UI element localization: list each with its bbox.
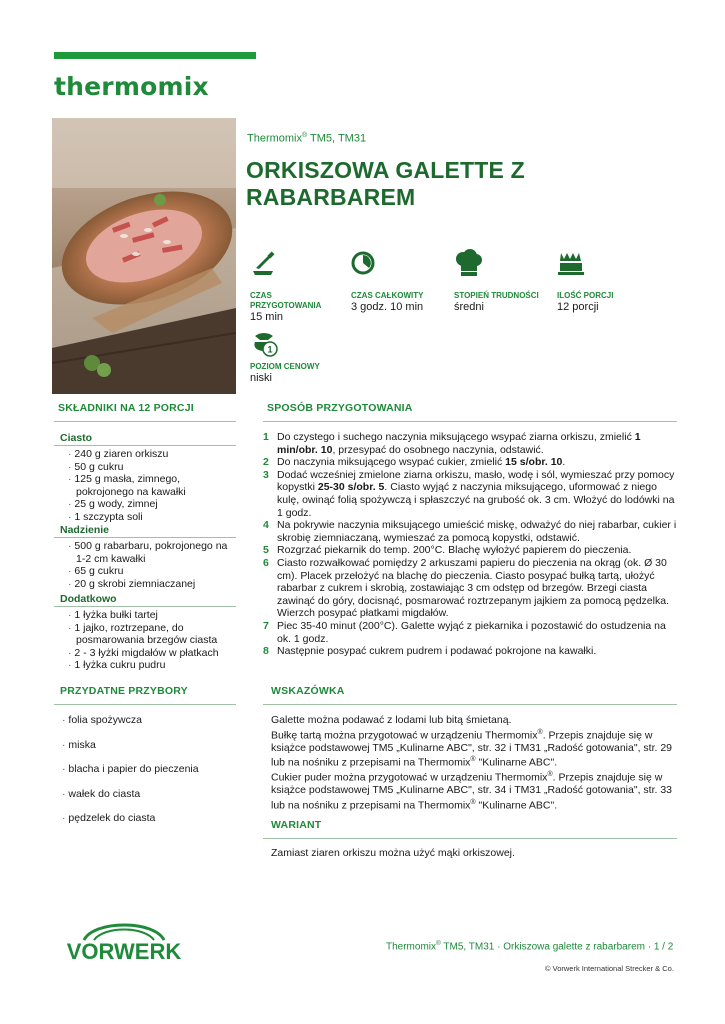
ingredient-item: · 20 g skrobi ziemniaczanej (68, 577, 196, 590)
chef-hat-icon (454, 249, 480, 277)
portions-icon (557, 249, 583, 277)
tip-text: Galette można podawać z lodami lub bitą śmietaną. Bułkę tartą można przygotować w urządzeniu Thermomix®. Przepis znajduje się w książce podstawowej TM5 „Kulinarne ABC", str. 32 i TM31 „Radość gotowania", str. 29 lub na nośniku z przepisami na Thermomix® "Kulinarne ABC". Cukier puder można przygotować w urządzeniu Thermomix®. Przepis znajduje się w książce podstawowej TM5 „Kulinarne ABC", str. 34 i TM31 „Radość gotowania", str. 33 lub na nośniku z przepisami na Thermomix® "Kulinarne ABC". (271, 714, 673, 812)
divider (263, 704, 677, 705)
method-heading: SPOSÓB PRZYGOTOWANIA (267, 402, 413, 414)
divider (54, 704, 236, 705)
tool-item: · folia spożywcza (62, 714, 142, 726)
vorwerk-logo (54, 916, 194, 975)
tool-item: · blacha i papier do pieczenia (62, 763, 199, 775)
method-section (263, 402, 677, 658)
tip-heading: WSKAZÓWKA (271, 685, 345, 697)
method-step: 6 Ciasto rozwałkować pomiędzy 2 arkuszami papieru do pieczenia na okrąg (ok. Ø 30 cm). Placek przełożyć na blachę do pieczenia. Ciasto posypać bułką tartą, ułożyć rabarbar z cukrem i skrobią, zostawiając 3 cm odstęp od brzegów. Brzegi ciasta zawinąć do góry, docisnąć, posmarować roztrzepanym jajkiem za pomocą pędzelka. Wierzch posypać płatkami migdałów. (263, 556, 669, 620)
ingredient-item: · 65 g cukru (68, 565, 124, 577)
method-step: 7 Piec 35-40 minut (200°C). Galette wyjąć z piekarnika i pozostawić do ostudzenia na ok. 1 godz. (263, 619, 666, 645)
method-step: 1 Do czystego i suchego naczynia miksującego wsypać ziarna orkiszu, zmielić 1 min/obr. 10, przesypać do osobnego naczynia, odstawić. (263, 431, 641, 456)
info-total-time: CZAS CAŁKOWITY 3 godz. 10 min (351, 249, 451, 314)
ingredient-item: · 1 szczypta soli (68, 510, 143, 523)
ingredient-item: · 1 jajko, roztrzepane, do posmarowania brzegów ciasta (68, 621, 218, 646)
ingredient-item: · 240 g ziaren orkiszu (68, 448, 169, 460)
variant-section (263, 819, 677, 860)
footer-text: Thermomix® TM5, TM31 · Orkiszowa galette z rabarbarem · 1 / 2 (386, 940, 674, 953)
svg-text:1: 1 (267, 344, 273, 355)
ingredient-item: · 125 g masła, zimnego, pokrojonego na kawałki (68, 473, 186, 498)
divider (54, 606, 236, 607)
tools-heading: PRZYDATNE PRZYBORY (60, 685, 188, 697)
divider (54, 537, 236, 538)
ingredient-group-title: Dodatkowo (60, 593, 117, 605)
ingredient-item: · 500 g rabarbaru, pokrojonego na 1-2 cm kawałki (68, 540, 228, 565)
tool-item: · pędzelek do ciasta (62, 812, 156, 824)
ingredients-section (54, 402, 236, 672)
recipe-subtitle: Thermomix® TM5, TM31 (247, 132, 367, 145)
ingredient-item: · 25 g wody, zimnej (68, 498, 158, 510)
top-accent-bar (54, 52, 256, 59)
ingredient-group-title: Nadzienie (60, 524, 110, 536)
method-step: 8 Następnie posypać cukrem pudrem i podawać pokrojone na kawałki. (263, 645, 597, 658)
price-pouch-icon (250, 330, 276, 358)
ingredient-item: · 2 - 3 łyżki migdałów w płatkach (68, 646, 219, 659)
tools-section (54, 685, 236, 837)
method-step: 2 Do naczynia miksującego wsypać cukier, zmielić 15 s/obr. 10. (263, 456, 566, 469)
recipe-photo (52, 118, 236, 394)
info-portions: ILOŚĆ PORCJI 12 porcji (557, 249, 657, 314)
tip-section (263, 685, 677, 812)
divider (54, 421, 236, 422)
thermomix-logo: thermomix (54, 72, 209, 101)
method-step: 4 Na pokrywie naczynia miksującego umieścić miskę, odważyć do niej rabarbar, cukier i skrobię ziemniaczaną, wymieszać za pomocą kopystki, odstawić. (263, 519, 677, 544)
variant-text: Zamiast ziaren orkiszu można użyć mąki orkiszowej. (271, 847, 515, 859)
copyright: © Vorwerk International Strecker & Co. (545, 964, 674, 973)
ingredient-item: · 50 g cukru (68, 460, 124, 473)
divider (54, 445, 236, 446)
ingredient-item: · 1 łyżka bułki tartej (68, 609, 158, 621)
ingredients-heading: SKŁADNIKI NA 12 PORCJI (58, 402, 194, 414)
tool-item: · wałek do ciasta (62, 787, 141, 800)
knife-board-icon (250, 249, 276, 277)
ingredient-group-title: Ciasto (60, 432, 93, 444)
timer-icon (351, 249, 377, 277)
method-step: 3 Dodać wcześniej zmielone ziarna orkiszu, masło, wodę i sól, wymieszać przy pomocy kopystki 25-30 s/obr. 5. Ciasto wyjąć z naczynia miksującego, uformować z niego kulę, owinąć folią spożywczą i spłaszczyć na grubość ok. 3 cm. Włożyć do lodówki na 1 godz. (263, 468, 675, 519)
ingredient-item: · 1 łyżka cukru pudru (68, 659, 166, 671)
divider (263, 421, 677, 422)
info-difficulty: STOPIEŃ TRUDNOŚCI średni (454, 249, 554, 314)
divider (263, 838, 677, 839)
method-step: 5 Rozgrzać piekarnik do temp. 200°C. Blachę wyłożyć papierem do pieczenia. (263, 544, 632, 557)
tool-item: · miska (62, 738, 96, 751)
info-prep-time: CZAS PRZYGOTOWANIA 15 min (250, 249, 350, 324)
info-price: 1 POZIOM CENOWY niski (250, 330, 350, 385)
variant-heading: WARIANT (271, 819, 322, 831)
recipe-title: ORKISZOWA GALETTE Z RABARBAREM (246, 157, 525, 210)
vorwerk-logo-text: VORWERK (66, 939, 182, 964)
